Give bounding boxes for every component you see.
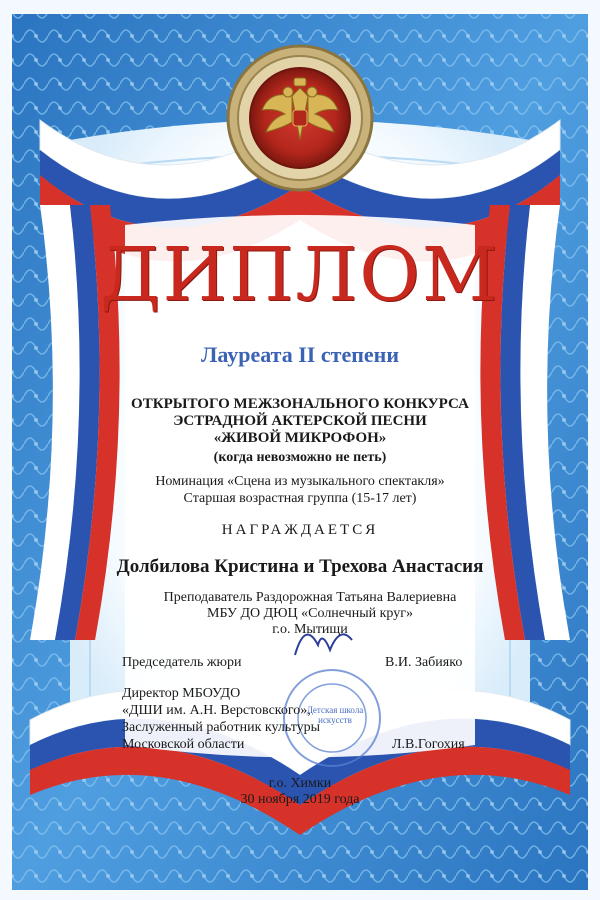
contest-line-1: ОТКРЫТОГО МЕЖЗОНАЛЬНОГО КОНКУРСА — [131, 396, 469, 412]
teacher: Преподаватель Раздорожная Татьяна Валериевна — [163, 590, 457, 605]
place: г.о. Химки — [268, 776, 332, 791]
director-line-2: «ДШИ им. А.Н. Верстовского», — [122, 703, 311, 718]
nomination: Номинация «Сцена из музыкального спектакля» — [155, 474, 445, 489]
date: 30 ноября 2019 года — [240, 792, 360, 807]
jury-role: Председатель жюри — [122, 655, 242, 670]
director-line-4: Московской области — [122, 737, 245, 752]
diploma-subtitle: Лауреата II степени — [200, 342, 400, 367]
director-line-1: Директор МБОУДО — [122, 686, 241, 701]
contest-line-4: (когда невозможно не петь) — [213, 450, 387, 465]
city: г.о. Мытищи — [272, 622, 348, 637]
diploma-title: ДИПЛОМ — [100, 232, 500, 318]
coat-of-arms-emblem — [228, 46, 372, 190]
age-group: Старшая возрастная группа (15-17 лет) — [183, 491, 417, 506]
director-line-3: Заслуженный работник культуры — [122, 720, 321, 735]
stamp-text: Детская школа искусств — [306, 705, 364, 725]
contest-line-2: ЭСТРАДНОЙ АКТЕРСКОЙ ПЕСНИ — [173, 413, 427, 429]
recipients: Долбилова Кристина и Трехова Анастасия — [116, 556, 484, 577]
awarded-label: НАГРАЖДАЕТСЯ — [221, 522, 379, 538]
director-name: Л.В.Гогохия — [392, 737, 465, 752]
contest-line-3: «ЖИВОЙ МИКРОФОН» — [213, 430, 387, 446]
jury-name: В.И. Забияко — [385, 655, 463, 670]
organization: МБУ ДО ДЮЦ «Солнечный круг» — [207, 606, 413, 621]
